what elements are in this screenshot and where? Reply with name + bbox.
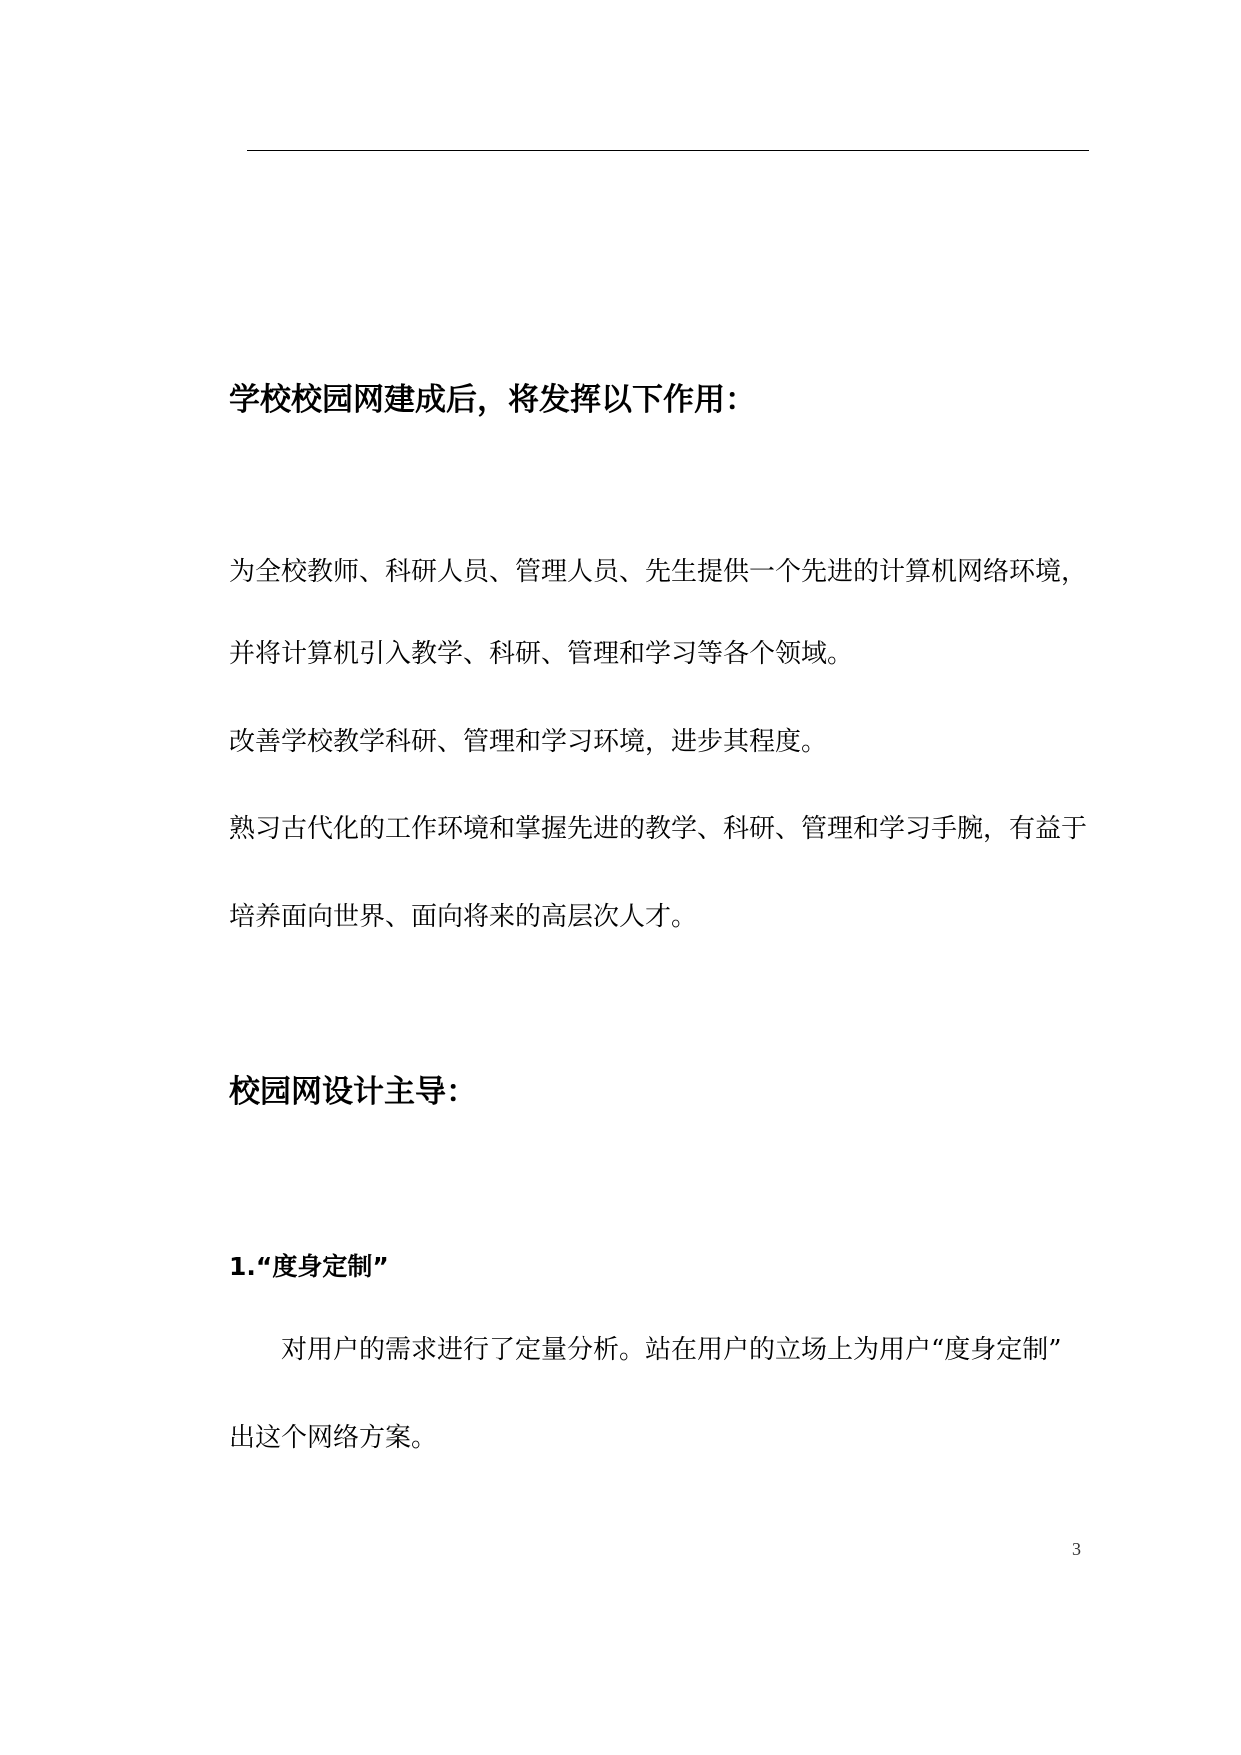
- header-rule: [247, 150, 1089, 151]
- section-heading-design: 校园网设计主导：: [229, 1074, 477, 1110]
- paragraph-line-6: 对用户的需求进行了定量分析。站在用户的立场上为用户“度身定制”: [281, 1335, 1062, 1365]
- subheading-custom-fit: 1.“度身定制”: [229, 1252, 389, 1281]
- paragraph-line-3: 改善学校教学科研、管理和学习环境，进步其程度。: [229, 727, 828, 757]
- section-heading-functions: 学校校园网建成后，将发挥以下作用：: [229, 382, 756, 418]
- paragraph-line-4: 熟习古代化的工作环境和掌握先进的教学、科研、管理和学习手腕，有益于: [229, 814, 1088, 844]
- paragraph-line-1: 为全校教师、科研人员、管理人员、先生提供一个先进的计算机网络环境，: [229, 557, 1088, 587]
- paragraph-line-5: 培养面向世界、面向将来的高层次人才。: [229, 902, 698, 932]
- page-number: 3: [1072, 1539, 1081, 1559]
- paragraph-line-7: 出这个网络方案。: [229, 1423, 438, 1453]
- paragraph-line-2: 并将计算机引入教学、科研、管理和学习等各个领域。: [229, 639, 854, 669]
